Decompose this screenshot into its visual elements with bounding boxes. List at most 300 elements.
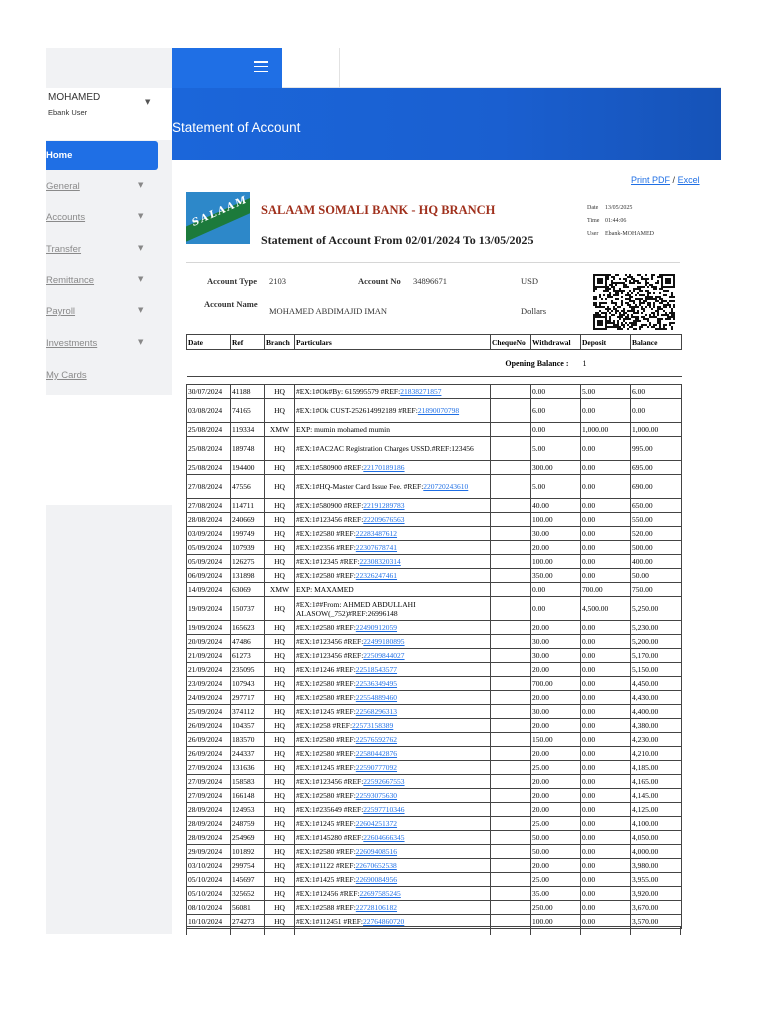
cell-balance: 4,380.00 bbox=[631, 719, 682, 733]
table-row bbox=[187, 583, 682, 597]
table-row bbox=[187, 499, 682, 513]
excel-link[interactable]: Excel bbox=[677, 175, 700, 185]
cell-ref: 254969 bbox=[231, 831, 265, 845]
cell-withdrawal: 100.00 bbox=[531, 915, 581, 929]
reference-link[interactable]: 22593075630 bbox=[355, 791, 398, 800]
cell-balance: 3,920.00 bbox=[631, 887, 682, 901]
cell-cheque bbox=[491, 803, 531, 817]
account-name-label: Account Name bbox=[204, 299, 258, 309]
cell-cheque bbox=[491, 761, 531, 775]
particulars-text: #EX:1#HQ-Master Card Issue Fee. #REF: bbox=[296, 482, 424, 491]
cell-date: 19/09/2024 bbox=[187, 597, 231, 621]
particulars-text: #EX:1#580900 #REF: bbox=[296, 463, 364, 472]
cell-withdrawal: 30.00 bbox=[531, 527, 581, 541]
cell-ref: 47556 bbox=[231, 475, 265, 499]
cell-particulars bbox=[295, 733, 491, 747]
particulars-text: #EX:1#1122 #REF: bbox=[296, 861, 356, 870]
cell-deposit: 0.00 bbox=[581, 513, 631, 527]
reference-link[interactable]: 22518543577 bbox=[355, 665, 398, 674]
meta-label: Date bbox=[587, 205, 599, 211]
table-row bbox=[187, 705, 682, 719]
user-name[interactable]: MOHAMED bbox=[48, 92, 101, 103]
table-row bbox=[187, 803, 682, 817]
particulars-text: #EX:1#12345 #REF: bbox=[296, 557, 360, 566]
reference-link[interactable]: 22592667553 bbox=[363, 777, 405, 786]
transactions-table bbox=[186, 334, 682, 929]
reference-link[interactable]: 22191289783 bbox=[363, 501, 405, 510]
cell-date: 05/09/2024 bbox=[187, 555, 231, 569]
sidebar-item-label: Investments bbox=[46, 338, 98, 349]
cell-branch: HQ bbox=[265, 775, 295, 789]
cell-cheque bbox=[491, 621, 531, 635]
cell-balance: 4,185.00 bbox=[631, 761, 682, 775]
cell-branch: HQ bbox=[265, 817, 295, 831]
table-row bbox=[187, 621, 682, 635]
cell-particulars bbox=[295, 705, 491, 719]
hamburger-icon[interactable] bbox=[254, 61, 268, 73]
reference-link[interactable]: 22597710346 bbox=[363, 805, 405, 814]
cell-particulars bbox=[295, 649, 491, 663]
cell-withdrawal: 20.00 bbox=[531, 719, 581, 733]
cell-date: 05/10/2024 bbox=[187, 873, 231, 887]
cell-cheque bbox=[491, 691, 531, 705]
table-row bbox=[187, 513, 682, 527]
cell-withdrawal: 20.00 bbox=[531, 621, 581, 635]
column-header: Deposit bbox=[581, 335, 631, 350]
cell-date: 27/08/2024 bbox=[187, 499, 231, 513]
cell-cheque bbox=[491, 831, 531, 845]
cell-deposit: 700.00 bbox=[581, 583, 631, 597]
cell-balance: 50.00 bbox=[631, 569, 682, 583]
particulars-text: #EX:1#2580 #REF: bbox=[296, 847, 356, 856]
cell-cheque bbox=[491, 859, 531, 873]
particulars-text: #EX:1#Ok CUST-252614992189 #REF: bbox=[296, 406, 418, 415]
particulars-text: #EX:1#123456 #REF: bbox=[296, 637, 364, 646]
caret-down-icon: ▼ bbox=[138, 306, 144, 314]
cell-ref: 107939 bbox=[231, 541, 265, 555]
reference-link[interactable]: 21890070798 bbox=[417, 406, 460, 415]
cell-particulars bbox=[295, 475, 491, 499]
table-row bbox=[187, 859, 682, 873]
cell-withdrawal: 0.00 bbox=[531, 423, 581, 437]
table-row bbox=[187, 399, 682, 423]
reference-link[interactable]: 22576592762 bbox=[355, 735, 398, 744]
cell-branch: HQ bbox=[265, 569, 295, 583]
cell-balance: 4,210.00 bbox=[631, 747, 682, 761]
cell-deposit: 0.00 bbox=[581, 915, 631, 929]
cell-branch: HQ bbox=[265, 747, 295, 761]
topbar bbox=[282, 48, 721, 88]
cell-cheque bbox=[491, 677, 531, 691]
cell-balance: 550.00 bbox=[631, 513, 682, 527]
cell-balance: 690.00 bbox=[631, 475, 682, 499]
cell-balance: 995.00 bbox=[631, 437, 682, 461]
cell-withdrawal: 100.00 bbox=[531, 513, 581, 527]
particulars-text: #EX:1#112451 #REF: bbox=[296, 917, 364, 926]
reference-link[interactable]: 22580442876 bbox=[355, 749, 398, 758]
cell-particulars bbox=[295, 423, 491, 437]
cell-ref: 126275 bbox=[231, 555, 265, 569]
cell-branch: HQ bbox=[265, 399, 295, 423]
cell-deposit: 0.00 bbox=[581, 817, 631, 831]
reference-link[interactable]: 22170189186 bbox=[363, 463, 405, 472]
cell-particulars bbox=[295, 635, 491, 649]
cell-withdrawal: 0.00 bbox=[531, 385, 581, 399]
reference-link[interactable]: 22509844027 bbox=[363, 651, 405, 660]
cell-balance: 4,430.00 bbox=[631, 691, 682, 705]
cell-deposit: 0.00 bbox=[581, 555, 631, 569]
cell-date: 24/09/2024 bbox=[187, 691, 231, 705]
cell-particulars bbox=[295, 597, 491, 621]
cell-cheque bbox=[491, 901, 531, 915]
cell-date: 25/08/2024 bbox=[187, 461, 231, 475]
table-row bbox=[187, 691, 682, 705]
cell-withdrawal: 50.00 bbox=[531, 845, 581, 859]
account-no-label: Account No bbox=[358, 276, 401, 286]
particulars-text: #EX:1#1245 #REF: bbox=[296, 819, 356, 828]
column-header: Withdrawal bbox=[531, 335, 581, 350]
particulars-text: EXP: MAXAMED bbox=[296, 585, 354, 594]
cell-balance: 5,170.00 bbox=[631, 649, 682, 663]
table-row bbox=[187, 663, 682, 677]
cell-cheque bbox=[491, 775, 531, 789]
particulars-text: #EX:1#Ok#By: 615995579 #REF: bbox=[296, 387, 401, 396]
opening-balance-row bbox=[187, 350, 682, 377]
table-row bbox=[187, 831, 682, 845]
cell-deposit: 0.00 bbox=[581, 621, 631, 635]
cell-ref: 199749 bbox=[231, 527, 265, 541]
cell-ref: 166148 bbox=[231, 789, 265, 803]
cell-deposit: 0.00 bbox=[581, 461, 631, 475]
particulars-text: #EX:1#2356 #REF: bbox=[296, 543, 356, 552]
meta-label: Time bbox=[587, 218, 600, 224]
reference-link[interactable]: 22764860720 bbox=[363, 917, 405, 926]
cell-deposit: 0.00 bbox=[581, 831, 631, 845]
cell-branch: XMW bbox=[265, 583, 295, 597]
cell-branch: HQ bbox=[265, 527, 295, 541]
cell-deposit: 0.00 bbox=[581, 691, 631, 705]
sidebar-item-remittance[interactable] bbox=[46, 272, 156, 292]
cell-deposit: 0.00 bbox=[581, 635, 631, 649]
sidebar-item-investments[interactable] bbox=[46, 335, 156, 355]
sidebar-item-label: General bbox=[46, 181, 80, 192]
cell-withdrawal: 20.00 bbox=[531, 541, 581, 555]
reference-link[interactable]: 22573158389 bbox=[352, 721, 394, 730]
sidebar-item-transfer[interactable] bbox=[46, 241, 156, 261]
meta-value: Ebank-MOHAMED bbox=[605, 231, 654, 237]
table-row bbox=[187, 541, 682, 555]
reference-link[interactable]: 22697585245 bbox=[359, 889, 401, 898]
logo-text: SALAAM bbox=[190, 194, 250, 229]
cell-branch: HQ bbox=[265, 635, 295, 649]
cell-deposit: 0.00 bbox=[581, 901, 631, 915]
cell-particulars bbox=[295, 901, 491, 915]
cell-deposit: 0.00 bbox=[581, 541, 631, 555]
cell-balance: 3,955.00 bbox=[631, 873, 682, 887]
cell-cheque bbox=[491, 399, 531, 423]
cell-particulars bbox=[295, 399, 491, 423]
cell-branch: HQ bbox=[265, 873, 295, 887]
cell-ref: 47486 bbox=[231, 635, 265, 649]
reference-link[interactable]: 22690084956 bbox=[355, 875, 398, 884]
cell-balance: 3,570.00 bbox=[631, 915, 682, 929]
cell-cheque bbox=[491, 873, 531, 887]
reference-link[interactable]: 22728106182 bbox=[355, 903, 398, 912]
cell-cheque bbox=[491, 513, 531, 527]
cell-cheque bbox=[491, 747, 531, 761]
cell-date: 03/09/2024 bbox=[187, 527, 231, 541]
cell-balance: 695.00 bbox=[631, 461, 682, 475]
reference-link[interactable]: 22604666345 bbox=[363, 833, 405, 842]
cell-deposit: 0.00 bbox=[581, 887, 631, 901]
cell-ref: 104357 bbox=[231, 719, 265, 733]
reference-link[interactable]: 21838271857 bbox=[400, 387, 442, 396]
cell-ref: 41188 bbox=[231, 385, 265, 399]
page-title: Statement of Account bbox=[172, 120, 301, 135]
cell-particulars bbox=[295, 499, 491, 513]
cell-particulars bbox=[295, 747, 491, 761]
cell-date: 06/09/2024 bbox=[187, 569, 231, 583]
table-row bbox=[187, 555, 682, 569]
caret-down-icon[interactable]: ▼ bbox=[145, 98, 151, 106]
cell-withdrawal: 50.00 bbox=[531, 831, 581, 845]
meta-time bbox=[587, 218, 626, 224]
table-row bbox=[187, 901, 682, 915]
reference-link[interactable]: 220720243610 bbox=[423, 482, 469, 491]
caret-down-icon: ▼ bbox=[138, 212, 144, 220]
particulars-text: #EX:1#258 #REF: bbox=[296, 721, 353, 730]
reference-link[interactable]: 22209676563 bbox=[363, 515, 405, 524]
cell-date: 28/09/2024 bbox=[187, 803, 231, 817]
cell-balance: 750.00 bbox=[631, 583, 682, 597]
table-row bbox=[187, 437, 682, 461]
table-row bbox=[187, 845, 682, 859]
cell-branch: HQ bbox=[265, 597, 295, 621]
qr-code bbox=[593, 274, 675, 330]
cell-branch: HQ bbox=[265, 915, 295, 929]
opening-balance-label: Opening Balance : bbox=[187, 350, 581, 377]
cell-deposit: 0.00 bbox=[581, 437, 631, 461]
cell-withdrawal: 300.00 bbox=[531, 461, 581, 475]
cell-particulars bbox=[295, 513, 491, 527]
cell-deposit: 4,500.00 bbox=[581, 597, 631, 621]
cell-balance: 520.00 bbox=[631, 527, 682, 541]
cell-withdrawal: 700.00 bbox=[531, 677, 581, 691]
meta-value: 13/05/2025 bbox=[605, 205, 633, 211]
sidebar-item-label: Remittance bbox=[46, 275, 95, 286]
sidebar-item-my-cards[interactable] bbox=[46, 367, 156, 387]
sidebar-item-label: My Cards bbox=[46, 370, 87, 381]
particulars-text: #EX:1#1425 #REF: bbox=[296, 875, 356, 884]
cell-ref: 74165 bbox=[231, 399, 265, 423]
reference-link[interactable]: 22307678741 bbox=[355, 543, 398, 552]
cell-ref: 299754 bbox=[231, 859, 265, 873]
table-row bbox=[187, 789, 682, 803]
cell-withdrawal: 5.00 bbox=[531, 437, 581, 461]
cell-date: 26/09/2024 bbox=[187, 719, 231, 733]
reference-link[interactable]: 22536349495 bbox=[355, 679, 398, 688]
cell-deposit: 0.00 bbox=[581, 733, 631, 747]
cell-branch: HQ bbox=[265, 887, 295, 901]
reference-link[interactable]: 22499180895 bbox=[363, 637, 405, 646]
cell-withdrawal: 0.00 bbox=[531, 583, 581, 597]
cell-deposit: 0.00 bbox=[581, 499, 631, 513]
statement-range: Statement of Account From 02/01/2024 To 13/05/2025 bbox=[261, 233, 534, 247]
cell-branch: HQ bbox=[265, 513, 295, 527]
cell-branch: XMW bbox=[265, 423, 295, 437]
column-header: Balance bbox=[631, 335, 682, 350]
reference-link[interactable]: 22609408516 bbox=[355, 847, 398, 856]
cell-balance: 6.00 bbox=[631, 385, 682, 399]
cell-deposit: 0.00 bbox=[581, 761, 631, 775]
cell-withdrawal: 20.00 bbox=[531, 789, 581, 803]
reference-link[interactable]: 22308320314 bbox=[359, 557, 401, 566]
cell-particulars bbox=[295, 817, 491, 831]
sidebar-blank bbox=[46, 395, 172, 505]
cell-ref: 56081 bbox=[231, 901, 265, 915]
sidebar-item-payroll[interactable] bbox=[46, 303, 156, 323]
cell-date: 28/08/2024 bbox=[187, 513, 231, 527]
cell-withdrawal: 350.00 bbox=[531, 569, 581, 583]
cell-branch: HQ bbox=[265, 803, 295, 817]
particulars-text: #EX:1#2580 #REF: bbox=[296, 623, 356, 632]
cell-ref: 240669 bbox=[231, 513, 265, 527]
cell-ref: 63069 bbox=[231, 583, 265, 597]
reference-link[interactable]: 22568296313 bbox=[355, 707, 398, 716]
bank-logo bbox=[186, 192, 250, 244]
cell-date: 28/09/2024 bbox=[187, 831, 231, 845]
user-role: Ebank User bbox=[48, 108, 88, 117]
particulars-text: #EX:1#1246 #REF: bbox=[296, 665, 356, 674]
table-row bbox=[187, 527, 682, 541]
cell-particulars bbox=[295, 677, 491, 691]
cell-withdrawal: 6.00 bbox=[531, 399, 581, 423]
cell-ref: 124953 bbox=[231, 803, 265, 817]
cell-particulars bbox=[295, 845, 491, 859]
cell-ref: 325652 bbox=[231, 887, 265, 901]
particulars-text: #EX:1#2580 #REF: bbox=[296, 791, 356, 800]
cell-ref: 145697 bbox=[231, 873, 265, 887]
particulars-text: #EX:1##From: AHMED ABDULLAHI ALASOW(_752)#REF:26996148 bbox=[296, 599, 416, 618]
cell-withdrawal: 20.00 bbox=[531, 803, 581, 817]
cell-deposit: 0.00 bbox=[581, 859, 631, 873]
cell-balance: 5,150.00 bbox=[631, 663, 682, 677]
meta-label: User bbox=[587, 231, 599, 237]
sidebar-item-home[interactable] bbox=[46, 141, 158, 170]
cell-date: 27/09/2024 bbox=[187, 761, 231, 775]
cell-branch: HQ bbox=[265, 859, 295, 873]
cell-date: 05/09/2024 bbox=[187, 541, 231, 555]
sidebar-item-label: Accounts bbox=[46, 212, 86, 223]
cell-withdrawal: 150.00 bbox=[531, 733, 581, 747]
cell-balance: 4,050.00 bbox=[631, 831, 682, 845]
cell-cheque bbox=[491, 555, 531, 569]
reference-link[interactable]: 22490912059 bbox=[355, 623, 398, 632]
cell-branch: HQ bbox=[265, 621, 295, 635]
cell-balance: 4,165.00 bbox=[631, 775, 682, 789]
reference-link[interactable]: 22604251372 bbox=[355, 819, 398, 828]
cell-cheque bbox=[491, 541, 531, 555]
cell-date: 21/09/2024 bbox=[187, 649, 231, 663]
table-row bbox=[187, 597, 682, 621]
cell-balance: 4,125.00 bbox=[631, 803, 682, 817]
reference-link[interactable]: 22670652538 bbox=[355, 861, 397, 870]
cell-particulars bbox=[295, 621, 491, 635]
sidebar-item-general[interactable] bbox=[46, 178, 156, 198]
table-row bbox=[187, 873, 682, 887]
cell-withdrawal: 35.00 bbox=[531, 887, 581, 901]
cell-deposit: 0.00 bbox=[581, 775, 631, 789]
cell-ref: 131636 bbox=[231, 761, 265, 775]
cell-cheque bbox=[491, 635, 531, 649]
cell-date: 03/08/2024 bbox=[187, 399, 231, 423]
cell-ref: 274273 bbox=[231, 915, 265, 929]
particulars-text: #EX:1#2588 #REF: bbox=[296, 903, 356, 912]
print-pdf-link[interactable]: Print PDF bbox=[631, 175, 671, 185]
cell-withdrawal: 25.00 bbox=[531, 761, 581, 775]
reference-link[interactable]: 22554889460 bbox=[355, 693, 398, 702]
cell-balance: 5,230.00 bbox=[631, 621, 682, 635]
cell-branch: HQ bbox=[265, 541, 295, 555]
cell-branch: HQ bbox=[265, 649, 295, 663]
cell-cheque bbox=[491, 569, 531, 583]
cell-balance: 5,200.00 bbox=[631, 635, 682, 649]
cell-cheque bbox=[491, 437, 531, 461]
cell-branch: HQ bbox=[265, 663, 295, 677]
account-name-value: MOHAMED ABDIMAJID IMAN bbox=[269, 306, 388, 316]
cell-date: 03/10/2024 bbox=[187, 859, 231, 873]
particulars-text: #EX:1#1245 #REF: bbox=[296, 763, 356, 772]
cell-date: 10/10/2024 bbox=[187, 915, 231, 929]
cell-ref: 374112 bbox=[231, 705, 265, 719]
cell-ref: 101892 bbox=[231, 845, 265, 859]
meta-date bbox=[587, 205, 632, 211]
cell-withdrawal: 100.00 bbox=[531, 555, 581, 569]
cell-cheque bbox=[491, 719, 531, 733]
reference-link[interactable]: 22283487612 bbox=[355, 529, 398, 538]
cell-deposit: 0.00 bbox=[581, 677, 631, 691]
sidebar-item-label: Home bbox=[46, 150, 73, 161]
column-header: Particulars bbox=[295, 335, 491, 350]
cell-branch: HQ bbox=[265, 677, 295, 691]
sidebar-item-label: Transfer bbox=[46, 244, 82, 255]
cell-particulars bbox=[295, 775, 491, 789]
table-row bbox=[187, 747, 682, 761]
reference-link[interactable]: 22590777092 bbox=[355, 763, 398, 772]
cell-particulars bbox=[295, 691, 491, 705]
sidebar-item-accounts[interactable] bbox=[46, 209, 156, 229]
cell-date: 08/10/2024 bbox=[187, 901, 231, 915]
table-row bbox=[187, 461, 682, 475]
table-row bbox=[187, 569, 682, 583]
sidebar-item-label: Payroll bbox=[46, 306, 76, 317]
column-header: ChequeNo bbox=[491, 335, 531, 350]
caret-down-icon: ▼ bbox=[138, 338, 144, 346]
cell-balance: 4,450.00 bbox=[631, 677, 682, 691]
reference-link[interactable]: 22326247461 bbox=[355, 571, 398, 580]
column-header: Date bbox=[187, 335, 231, 350]
cell-balance: 3,980.00 bbox=[631, 859, 682, 873]
cell-cheque bbox=[491, 475, 531, 499]
cell-withdrawal: 20.00 bbox=[531, 859, 581, 873]
cell-withdrawal: 250.00 bbox=[531, 901, 581, 915]
cell-balance: 1,000.00 bbox=[631, 423, 682, 437]
particulars-text: #EX:1#1245 #REF: bbox=[296, 707, 356, 716]
cell-balance: 4,100.00 bbox=[631, 817, 682, 831]
cell-balance: 4,000.00 bbox=[631, 845, 682, 859]
divider bbox=[186, 262, 680, 263]
cell-balance: 650.00 bbox=[631, 499, 682, 513]
